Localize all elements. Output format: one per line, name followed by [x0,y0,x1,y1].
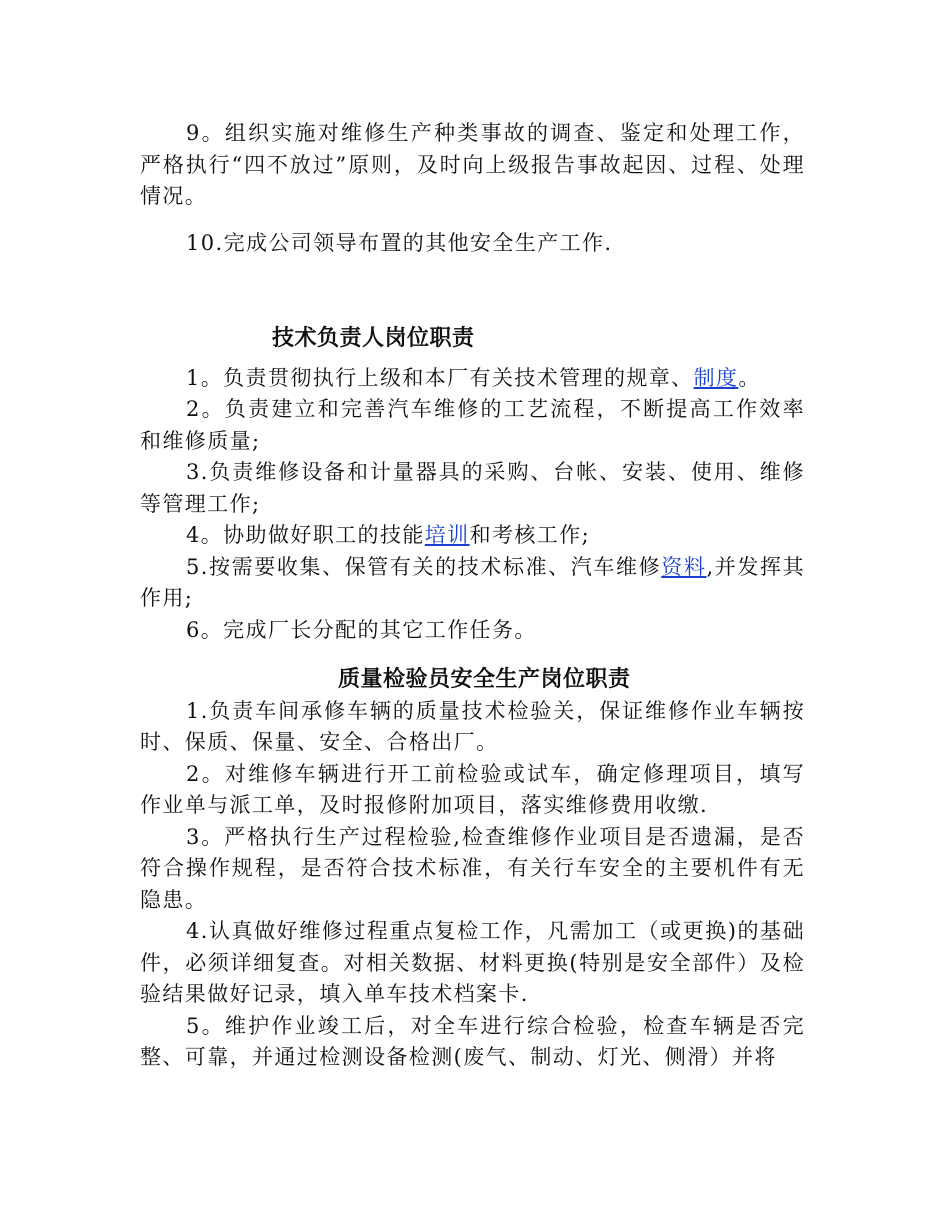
qc-item-3: 3。严格执行生产过程检验,检查维修作业项目是否遗漏，是否符合操作规程，是否符合技术标准，有关行车安全的主要机件有无隐患。 [140,824,805,912]
tech-item-2: 2。负责建立和完善汽车维修的工艺流程，不断提高工作效率和维修质量; [140,397,805,453]
qc-item-4: 4.认真做好维修过程重点复检工作，凡需加工（或更换)的基础件，必须详细复查。对相关数据、材料更换(特别是安全部件）及检验结果做好记录，填入单车技术档案卡. [140,919,805,1006]
tech-item-5 [140,552,805,615]
tech-item-5-text: 5.按需要收集、保管有关的技术标准、汽车维修 [186,554,662,579]
prev-item-10: 10.完成公司领导布置的其他安全生产工作. [186,230,613,255]
tech-item-1 [140,363,805,395]
tech-item-6: 6。完成厂长分配的其它工作任务。 [186,617,537,642]
qc-section-title: 质量检验员安全生产岗位职责 [338,667,631,692]
link-zhidu[interactable]: 制度 [693,365,739,390]
prev-item-9: 9。组织实施对维修生产种类事故的调查、鉴定和处理工作，严格执行“四不放过”原则，及时向上级报告事故起因、过程、处理情况。 [140,121,805,208]
qc-item-5: 5。维护作业竣工后，对全车进行综合检验，检查车辆是否完整、可靠，并通过检测设备检测(废气、制动、灯光、侧滑）并将 [140,1013,805,1069]
tech-item-1-text: 1。负责贯彻执行上级和本厂有关技术管理的规章、 [186,365,694,390]
link-ziliao[interactable]: 资料 [661,554,707,579]
tech-item-1-end: 。 [738,365,761,390]
link-peixun[interactable]: 培训 [424,523,470,547]
tech-item-3: 3.负责维修设备和计量器具的采购、台帐、安装、使用、维修等管理工作; [140,460,805,516]
tech-item-4-text: 4。协助做好职工的技能 [186,523,425,547]
qc-item-1: 1.负责车间承修车辆的质量技术检验关，保证维修作业车辆按时、保质、保量、安全、合格出厂。 [140,698,805,754]
qc-item-2: 2。对维修车辆进行开工前检验或试车，确定修理项目，填写作业单与派工单，及时报修附加项目，落实维修费用收缴. [140,761,805,817]
document-page [140,118,805,1074]
tech-item-4 [140,520,805,552]
tech-item-4-end: 和考核工作; [469,523,591,547]
tech-item-5-end: ,并发挥其作用; [140,554,805,610]
tech-section-title: 技术负责人岗位职责 [272,326,475,351]
